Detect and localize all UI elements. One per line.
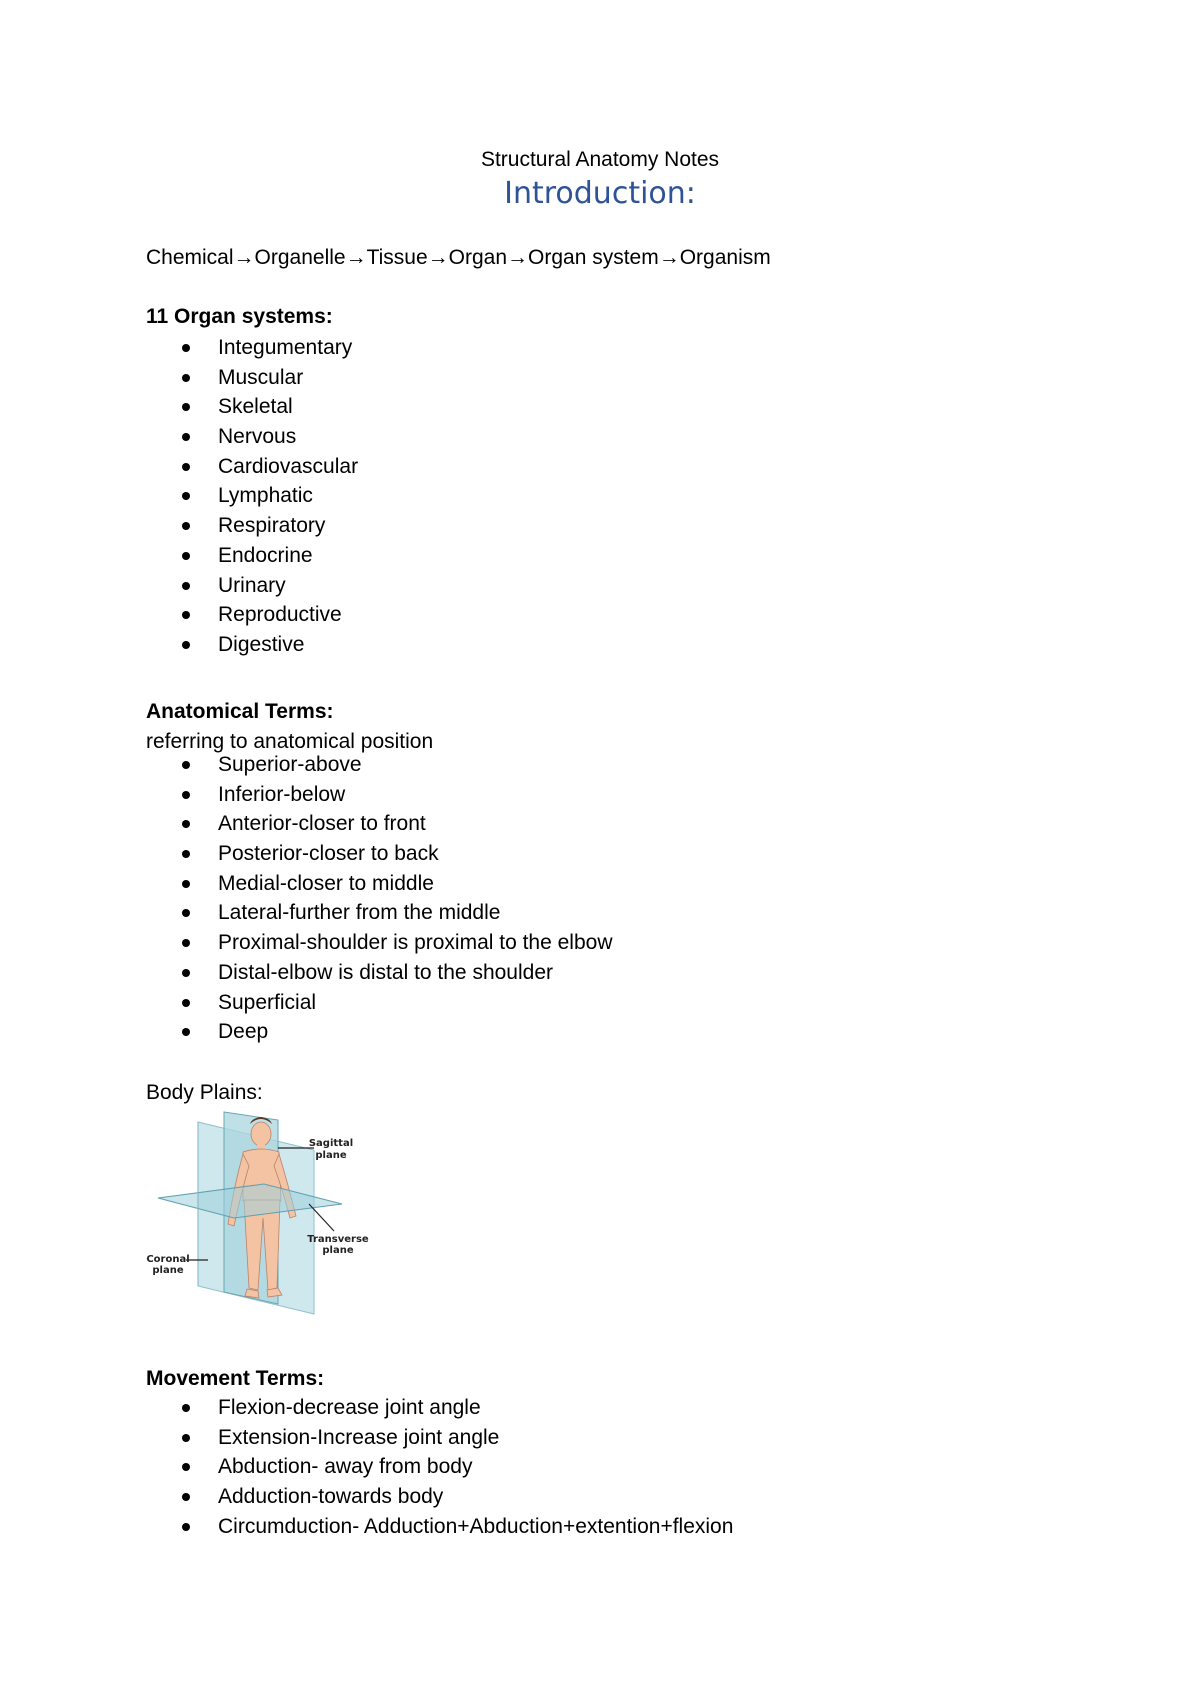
- list-item: Proximal-shoulder is proximal to the elbow: [146, 928, 613, 958]
- list-item: Superior-above: [146, 750, 613, 780]
- bullet-icon: [182, 403, 190, 411]
- anatomical-terms-heading: Anatomical Terms:: [146, 700, 334, 723]
- list-item: Endocrine: [146, 541, 358, 571]
- bullet-icon: [182, 820, 190, 828]
- sagittal-label: Sagittal: [308, 1138, 354, 1149]
- bullet-icon: [182, 463, 190, 471]
- list-item: Distal-elbow is distal to the shoulder: [146, 958, 613, 988]
- bullet-icon: [182, 552, 190, 560]
- hierarchy-line: Chemical→Organelle→Tissue→Organ→Organ system→Organism: [146, 246, 771, 269]
- movement-terms-list: [146, 1393, 733, 1541]
- organ-systems-list: [146, 333, 358, 660]
- coronal-label: Coronal: [146, 1254, 190, 1265]
- bullet-icon: [182, 939, 190, 947]
- list-item: Superficial: [146, 988, 613, 1018]
- list-item: Inferior-below: [146, 780, 613, 810]
- list-item: Medial-closer to middle: [146, 869, 613, 899]
- list-item: Circumduction- Adduction+Abduction+extention+flexion: [146, 1512, 733, 1542]
- bullet-icon: [182, 761, 190, 769]
- bullet-icon: [182, 1404, 190, 1412]
- bullet-icon: [182, 1493, 190, 1501]
- bullet-icon: [182, 1523, 190, 1531]
- list-item: Urinary: [146, 571, 358, 601]
- transverse-label-plane: plane: [322, 1245, 354, 1256]
- document-title: Structural Anatomy Notes: [480, 148, 720, 171]
- bullet-icon: [182, 791, 190, 799]
- list-item: Digestive: [146, 630, 358, 660]
- bullet-icon: [182, 374, 190, 382]
- list-item: Lymphatic: [146, 481, 358, 511]
- organ-systems-heading: 11 Organ systems:: [146, 305, 333, 328]
- body-planes-diagram: [146, 1106, 396, 1334]
- list-item: Deep: [146, 1017, 613, 1047]
- bullet-icon: [182, 880, 190, 888]
- transverse-label: Transverse: [307, 1234, 369, 1245]
- list-item: Posterior-closer to back: [146, 839, 613, 869]
- bullet-icon: [182, 999, 190, 1007]
- section-heading-introduction: Introduction:: [504, 176, 696, 211]
- bullet-icon: [182, 641, 190, 649]
- list-item: Anterior-closer to front: [146, 809, 613, 839]
- bullet-icon: [182, 433, 190, 441]
- list-item: Reproductive: [146, 600, 358, 630]
- bullet-icon: [182, 492, 190, 500]
- list-item: Cardiovascular: [146, 452, 358, 482]
- list-item: Respiratory: [146, 511, 358, 541]
- bullet-icon: [182, 909, 190, 917]
- list-item: Nervous: [146, 422, 358, 452]
- bullet-icon: [182, 1434, 190, 1442]
- bullet-icon: [182, 582, 190, 590]
- coronal-label-plane: plane: [152, 1265, 184, 1276]
- body-plains-heading: Body Plains:: [146, 1081, 263, 1104]
- bullet-icon: [182, 850, 190, 858]
- bullet-icon: [182, 344, 190, 352]
- sagittal-label-plane: plane: [315, 1150, 347, 1161]
- movement-terms-heading: Movement Terms:: [146, 1367, 325, 1390]
- list-item: Muscular: [146, 363, 358, 393]
- anatomical-terms-list: [146, 750, 613, 1047]
- bullet-icon: [182, 1463, 190, 1471]
- list-item: Flexion-decrease joint angle: [146, 1393, 733, 1423]
- list-item: Adduction-towards body: [146, 1482, 733, 1512]
- bullet-icon: [182, 969, 190, 977]
- list-item: Extension-Increase joint angle: [146, 1423, 733, 1453]
- bullet-icon: [182, 522, 190, 530]
- bullet-icon: [182, 611, 190, 619]
- anatomical-terms-subheading: referring to anatomical position: [146, 730, 434, 753]
- list-item: Lateral-further from the middle: [146, 898, 613, 928]
- list-item: Integumentary: [146, 333, 358, 363]
- bullet-icon: [182, 1028, 190, 1036]
- list-item: Abduction- away from body: [146, 1452, 733, 1482]
- list-item: Skeletal: [146, 392, 358, 422]
